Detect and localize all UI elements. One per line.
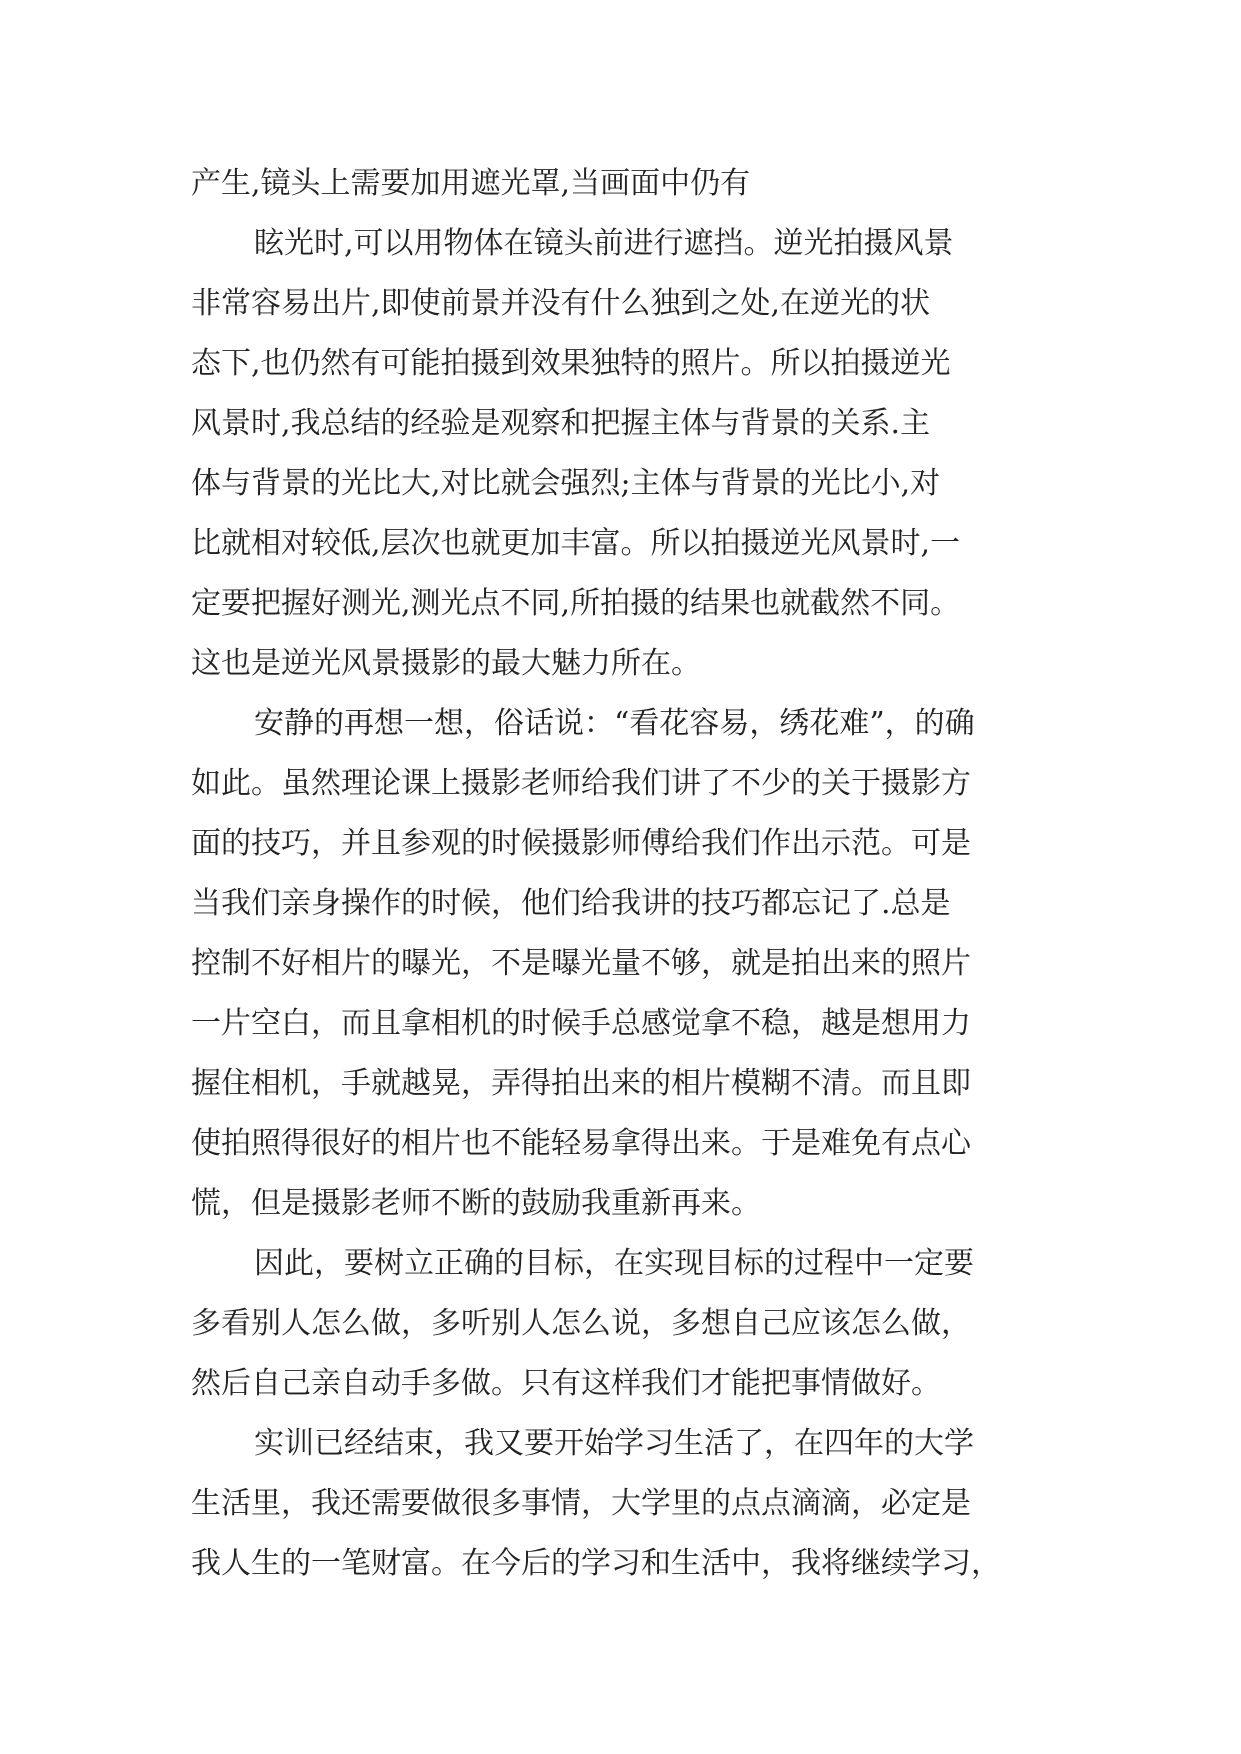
text-line: 然后自己亲自动手多做。只有这样我们才能把事情做好。 (191, 1366, 941, 1401)
text-line: 风景时,我总结的经验是观察和把握主体与背景的关系.主 (191, 406, 931, 441)
text-line: 一片空白，而且拿相机的时候手总感觉拿不稳，越是想用力 (191, 1006, 971, 1041)
text-line: 面的技巧，并且参观的时候摄影师傅给我们作出示范。可是 (191, 826, 971, 861)
text-line: 生活里，我还需要做很多事情，大学里的点点滴滴，必定是 (191, 1486, 971, 1521)
text-line: 比就相对较低,层次也就更加丰富。所以拍摄逆光风景时,一 (191, 526, 961, 561)
text-line: 我人生的一笔财富。在今后的学习和生活中，我将继续学习， (191, 1546, 1001, 1581)
text-line: 多看别人怎么做，多听别人怎么说，多想自己应该怎么做， (191, 1306, 971, 1341)
text-line: 控制不好相片的曝光，不是曝光量不够，就是拍出来的照片 (191, 946, 971, 981)
paragraph-start-line: 安静的再想一想，俗话说：“看花容易，绣花难”，的确 (254, 706, 975, 741)
text-line: 当我们亲身操作的时候，他们给我讲的技巧都忘记了.总是 (191, 886, 951, 921)
paragraph-start-line: 眩光时,可以用物体在镜头前进行遮挡。逆光拍摄风景 (254, 226, 954, 261)
text-line: 如此。虽然理论课上摄影老师给我们讲了不少的关于摄影方 (191, 766, 971, 801)
paragraph-start-line: 因此，要树立正确的目标，在实现目标的过程中一定要 (254, 1246, 974, 1281)
text-line: 非常容易出片,即使前景并没有什么独到之处,在逆光的状 (191, 286, 931, 321)
text-line: 产生,镜头上需要加用遮光罩,当画面中仍有 (191, 166, 751, 201)
body-text (191, 158, 1051, 1598)
text-line: 使拍照得很好的相片也不能轻易拿得出来。于是难免有点心 (191, 1126, 971, 1161)
text-line: 握住相机，手就越晃，弄得拍出来的相片模糊不清。而且即 (191, 1066, 971, 1101)
paragraph-start-line: 实训已经结束，我又要开始学习生活了，在四年的大学 (254, 1426, 974, 1461)
text-line: 这也是逆光风景摄影的最大魅力所在。 (191, 646, 701, 681)
text-line: 态下,也仍然有可能拍摄到效果独特的照片。所以拍摄逆光 (191, 346, 951, 381)
text-line: 定要把握好测光,测光点不同,所拍摄的结果也就截然不同。 (191, 586, 961, 621)
text-line: 体与背景的光比大,对比就会强烈;主体与背景的光比小,对 (191, 466, 941, 501)
text-line: 慌，但是摄影老师不断的鼓励我重新再来。 (191, 1186, 761, 1221)
